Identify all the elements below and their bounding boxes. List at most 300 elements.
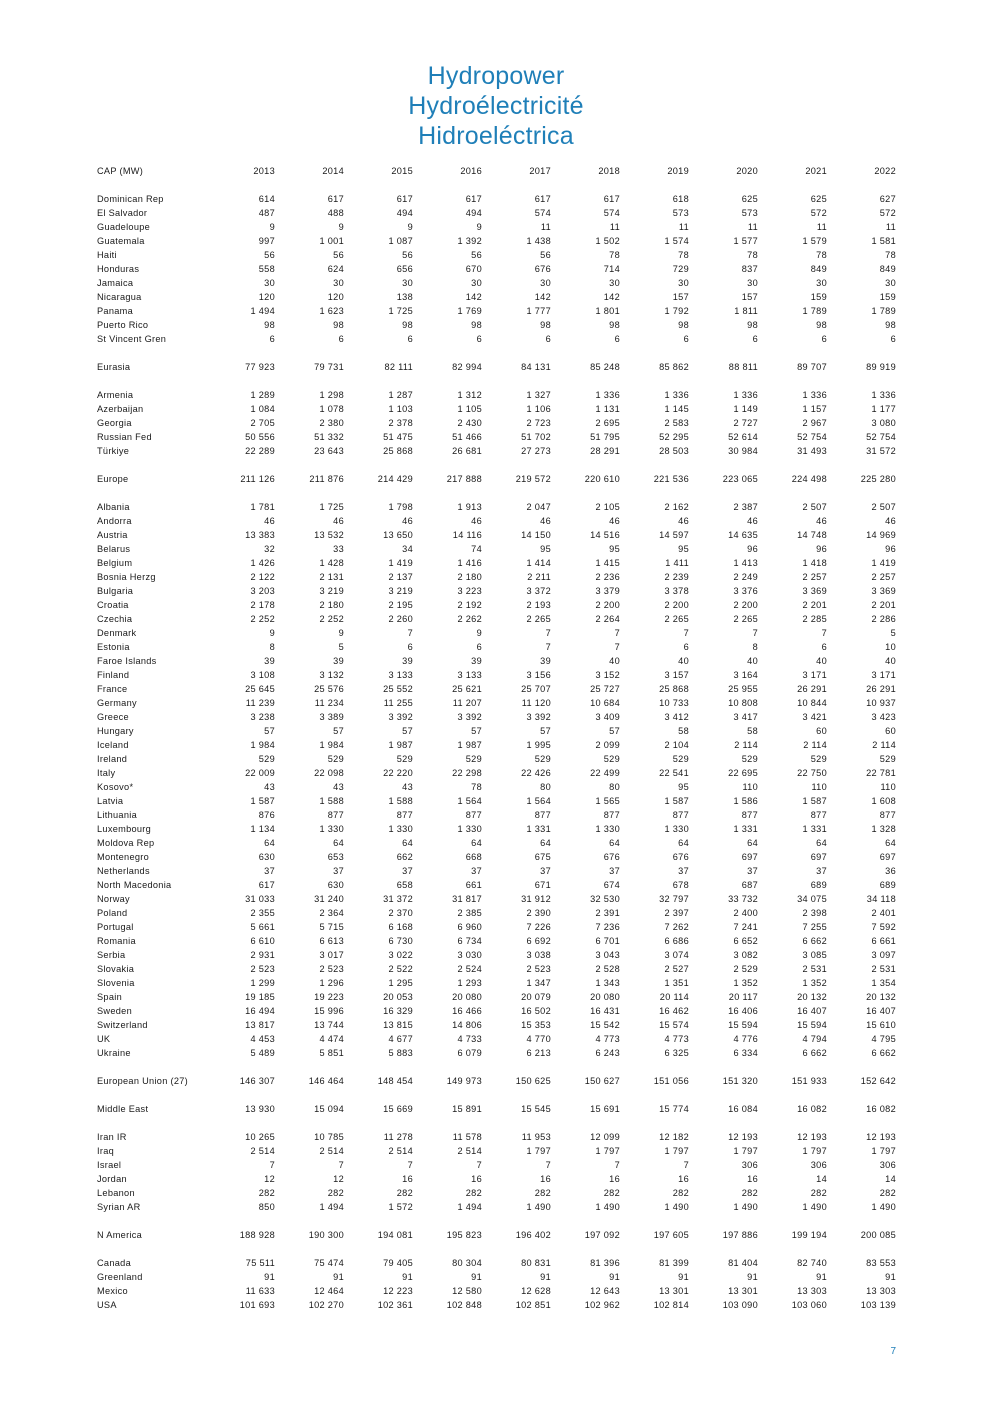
cell-value: 3 409 bbox=[595, 712, 620, 722]
cell-value: 77 923 bbox=[245, 362, 275, 372]
cell-value: 697 bbox=[741, 852, 758, 862]
cell-value: 51 475 bbox=[383, 432, 413, 442]
cell-value: 102 361 bbox=[377, 1300, 413, 1310]
cell-value: 16 082 bbox=[797, 1104, 827, 1114]
cell-value: 1 490 bbox=[871, 1202, 896, 1212]
spacer-row bbox=[97, 458, 896, 472]
cell-value: 14 597 bbox=[659, 530, 689, 540]
row-label: Andorra bbox=[97, 516, 132, 526]
cell-value: 60 bbox=[885, 726, 896, 736]
cell-value: 11 953 bbox=[521, 1132, 551, 1142]
cell-value: 1 295 bbox=[388, 978, 413, 988]
cell-value: 1 587 bbox=[250, 796, 275, 806]
row-label: Greenland bbox=[97, 1272, 143, 1282]
cell-value: 877 bbox=[534, 810, 551, 820]
cell-value: 670 bbox=[465, 264, 482, 274]
cell-value: 7 bbox=[614, 642, 620, 652]
table-row bbox=[97, 766, 896, 780]
cell-value: 39 bbox=[402, 656, 413, 666]
cell-value: 196 402 bbox=[515, 1230, 551, 1240]
cell-value: 51 466 bbox=[452, 432, 482, 442]
cell-value: 6 610 bbox=[250, 936, 275, 946]
table-row bbox=[97, 318, 896, 332]
cell-value: 96 bbox=[747, 544, 758, 554]
table-row bbox=[97, 234, 896, 248]
cell-value: 9 bbox=[476, 628, 482, 638]
capacity-table bbox=[97, 164, 896, 1312]
table-row bbox=[97, 1102, 896, 1116]
cell-value: 2 400 bbox=[733, 908, 758, 918]
cell-value: 1 352 bbox=[802, 978, 827, 988]
cell-value: 31 912 bbox=[521, 894, 551, 904]
cell-value: 1 298 bbox=[319, 390, 344, 400]
cell-value: 102 270 bbox=[308, 1300, 344, 1310]
cell-value: 7 bbox=[545, 642, 551, 652]
cell-value: 2 200 bbox=[664, 600, 689, 610]
row-label: Kosovo* bbox=[97, 782, 134, 792]
cell-value: 12 223 bbox=[383, 1286, 413, 1296]
row-label: Norway bbox=[97, 894, 130, 904]
table-row bbox=[97, 598, 896, 612]
cell-value: 2 114 bbox=[872, 740, 896, 750]
cell-value: 2 370 bbox=[388, 908, 413, 918]
cell-value: 194 081 bbox=[377, 1230, 413, 1240]
cell-value: 34 bbox=[402, 544, 413, 554]
cell-value: 14 bbox=[816, 1174, 827, 1184]
cell-value: 6 730 bbox=[388, 936, 413, 946]
cell-value: 37 bbox=[747, 866, 758, 876]
cell-value: 75 474 bbox=[314, 1258, 344, 1268]
cell-value: 56 bbox=[402, 250, 413, 260]
cell-value: 2 514 bbox=[250, 1146, 275, 1156]
cell-value: 75 511 bbox=[245, 1258, 275, 1268]
cell-value: 4 773 bbox=[664, 1034, 689, 1044]
cell-value: 11 bbox=[609, 222, 620, 232]
cell-value: 676 bbox=[603, 852, 620, 862]
cell-value: 617 bbox=[465, 194, 482, 204]
cell-value: 529 bbox=[879, 754, 896, 764]
cell-value: 120 bbox=[327, 292, 344, 302]
cell-value: 2 265 bbox=[664, 614, 689, 624]
header-year: 2020 bbox=[736, 166, 758, 176]
cell-value: 3 412 bbox=[664, 712, 689, 722]
header-year: 2021 bbox=[805, 166, 827, 176]
cell-value: 149 973 bbox=[446, 1076, 482, 1086]
cell-value: 34 118 bbox=[866, 894, 896, 904]
cell-value: 2 507 bbox=[802, 502, 827, 512]
row-label: El Salvador bbox=[97, 208, 148, 218]
cell-value: 1 001 bbox=[319, 236, 344, 246]
table-row bbox=[97, 1298, 896, 1312]
cell-value: 2 257 bbox=[802, 572, 827, 582]
cell-value: 11 bbox=[816, 222, 827, 232]
cell-value: 64 bbox=[678, 838, 689, 848]
cell-value: 3 372 bbox=[526, 586, 551, 596]
table-row bbox=[97, 388, 896, 402]
cell-value: 30 bbox=[609, 278, 620, 288]
cell-value: 6 bbox=[821, 334, 827, 344]
cell-value: 15 353 bbox=[521, 1020, 551, 1030]
cell-value: 3 132 bbox=[319, 670, 344, 680]
cell-value: 46 bbox=[264, 516, 275, 526]
cell-value: 2 514 bbox=[388, 1146, 413, 1156]
spacer-cell bbox=[97, 1088, 896, 1102]
cell-value: 20 114 bbox=[659, 992, 689, 1002]
table-row bbox=[97, 192, 896, 206]
cell-value: 2 727 bbox=[733, 418, 758, 428]
cell-value: 195 823 bbox=[446, 1230, 482, 1240]
cell-value: 1 287 bbox=[388, 390, 413, 400]
cell-value: 4 733 bbox=[457, 1034, 482, 1044]
table-row bbox=[97, 920, 896, 934]
cell-value: 46 bbox=[402, 516, 413, 526]
cell-value: 12 580 bbox=[452, 1286, 482, 1296]
cell-value: 2 355 bbox=[250, 908, 275, 918]
cell-value: 102 962 bbox=[584, 1300, 620, 1310]
cell-value: 2 385 bbox=[457, 908, 482, 918]
cell-value: 52 295 bbox=[659, 432, 689, 442]
cell-value: 151 056 bbox=[653, 1076, 689, 1086]
cell-value: 78 bbox=[816, 250, 827, 260]
cell-value: 22 298 bbox=[452, 768, 482, 778]
cell-value: 85 248 bbox=[590, 362, 620, 372]
cell-value: 6 bbox=[545, 334, 551, 344]
table-row bbox=[97, 1284, 896, 1298]
cell-value: 1 572 bbox=[388, 1202, 413, 1212]
cell-value: 1 157 bbox=[802, 404, 827, 414]
cell-value: 5 489 bbox=[250, 1048, 275, 1058]
cell-value: 39 bbox=[264, 656, 275, 666]
cell-value: 4 453 bbox=[250, 1034, 275, 1044]
row-label: Poland bbox=[97, 908, 128, 918]
cell-value: 30 bbox=[471, 278, 482, 288]
cell-value: 529 bbox=[534, 754, 551, 764]
cell-value: 1 177 bbox=[871, 404, 896, 414]
cell-value: 3 369 bbox=[802, 586, 827, 596]
cell-value: 103 060 bbox=[791, 1300, 827, 1310]
table-row bbox=[97, 1074, 896, 1088]
cell-value: 56 bbox=[264, 250, 275, 260]
cell-value: 1 438 bbox=[526, 236, 551, 246]
cell-value: 3 164 bbox=[733, 670, 758, 680]
table-row bbox=[97, 472, 896, 486]
cell-value: 78 bbox=[678, 250, 689, 260]
cell-value: 6 243 bbox=[595, 1048, 620, 1058]
cell-value: 16 bbox=[678, 1174, 689, 1184]
cell-value: 1 792 bbox=[664, 306, 689, 316]
cell-value: 3 421 bbox=[802, 712, 827, 722]
cell-value: 20 080 bbox=[590, 992, 620, 1002]
cell-value: 1 331 bbox=[802, 824, 827, 834]
cell-value: 3 082 bbox=[733, 950, 758, 960]
cell-value: 15 594 bbox=[797, 1020, 827, 1030]
cell-value: 1 330 bbox=[319, 824, 344, 834]
cell-value: 22 781 bbox=[866, 768, 896, 778]
cell-value: 1 987 bbox=[388, 740, 413, 750]
cell-value: 3 108 bbox=[250, 670, 275, 680]
cell-value: 3 043 bbox=[595, 950, 620, 960]
cell-value: 494 bbox=[396, 208, 413, 218]
table-row bbox=[97, 248, 896, 262]
cell-value: 2 180 bbox=[319, 600, 344, 610]
row-label: Bosnia Herzg bbox=[97, 572, 156, 582]
cell-value: 10 785 bbox=[314, 1132, 344, 1142]
cell-value: 617 bbox=[258, 880, 275, 890]
cell-value: 25 727 bbox=[590, 684, 620, 694]
cell-value: 91 bbox=[816, 1272, 827, 1282]
cell-value: 3 203 bbox=[250, 586, 275, 596]
cell-value: 25 645 bbox=[245, 684, 275, 694]
cell-value: 488 bbox=[327, 208, 344, 218]
cell-value: 64 bbox=[333, 838, 344, 848]
cell-value: 9 bbox=[338, 222, 344, 232]
cell-value: 1 494 bbox=[250, 306, 275, 316]
cell-value: 219 572 bbox=[515, 474, 551, 484]
cell-value: 1 565 bbox=[595, 796, 620, 806]
cell-value: 1 299 bbox=[250, 978, 275, 988]
cell-value: 78 bbox=[471, 782, 482, 792]
table-row bbox=[97, 696, 896, 710]
cell-value: 617 bbox=[396, 194, 413, 204]
cell-value: 16 407 bbox=[866, 1006, 896, 1016]
cell-value: 37 bbox=[816, 866, 827, 876]
cell-value: 2 527 bbox=[664, 964, 689, 974]
cell-value: 4 770 bbox=[526, 1034, 551, 1044]
cell-value: 10 808 bbox=[728, 698, 758, 708]
table-row bbox=[97, 1004, 896, 1018]
row-label: Albania bbox=[97, 502, 130, 512]
cell-value: 110 bbox=[880, 782, 896, 792]
cell-value: 876 bbox=[258, 810, 275, 820]
row-label: Eurasia bbox=[97, 362, 131, 372]
cell-value: 1 312 bbox=[457, 390, 482, 400]
spacer-cell bbox=[97, 346, 896, 360]
cell-value: 31 493 bbox=[797, 446, 827, 456]
table-row bbox=[97, 1172, 896, 1186]
cell-value: 31 572 bbox=[866, 446, 896, 456]
cell-value: 9 bbox=[407, 222, 413, 232]
cell-value: 56 bbox=[471, 250, 482, 260]
row-label: Luxembourg bbox=[97, 824, 152, 834]
cell-value: 25 621 bbox=[452, 684, 482, 694]
row-label: Netherlands bbox=[97, 866, 150, 876]
cell-value: 1 564 bbox=[457, 796, 482, 806]
cell-value: 2 249 bbox=[733, 572, 758, 582]
cell-value: 3 085 bbox=[802, 950, 827, 960]
cell-value: 20 053 bbox=[383, 992, 413, 1002]
cell-value: 1 327 bbox=[526, 390, 551, 400]
cell-value: 12 182 bbox=[659, 1132, 689, 1142]
row-label: Germany bbox=[97, 698, 137, 708]
spacer-cell bbox=[97, 178, 896, 192]
cell-value: 11 255 bbox=[383, 698, 413, 708]
spacer-row bbox=[97, 486, 896, 500]
table-header-row bbox=[97, 164, 896, 178]
table-row bbox=[97, 752, 896, 766]
row-label: Middle East bbox=[97, 1104, 149, 1114]
page-number: 7 bbox=[890, 1346, 896, 1357]
row-label: Hungary bbox=[97, 726, 134, 736]
cell-value: 2 162 bbox=[664, 502, 689, 512]
cell-value: 2 967 bbox=[802, 418, 827, 428]
cell-value: 1 811 bbox=[734, 306, 758, 316]
cell-value: 11 234 bbox=[314, 698, 344, 708]
cell-value: 529 bbox=[810, 754, 827, 764]
table-row bbox=[97, 640, 896, 654]
cell-value: 1 490 bbox=[733, 1202, 758, 1212]
cell-value: 46 bbox=[678, 516, 689, 526]
cell-value: 13 930 bbox=[245, 1104, 275, 1114]
cell-value: 282 bbox=[396, 1188, 413, 1198]
cell-value: 3 038 bbox=[526, 950, 551, 960]
cell-value: 22 220 bbox=[383, 768, 413, 778]
cell-value: 2 239 bbox=[664, 572, 689, 582]
cell-value: 13 301 bbox=[728, 1286, 758, 1296]
cell-value: 96 bbox=[885, 544, 896, 554]
cell-value: 2 180 bbox=[457, 572, 482, 582]
cell-value: 6 bbox=[338, 334, 344, 344]
cell-value: 529 bbox=[465, 754, 482, 764]
cell-value: 1 984 bbox=[319, 740, 344, 750]
cell-value: 14 969 bbox=[866, 530, 896, 540]
cell-value: 2 522 bbox=[388, 964, 413, 974]
cell-value: 630 bbox=[327, 880, 344, 890]
cell-value: 1 087 bbox=[388, 236, 413, 246]
cell-value: 3 097 bbox=[871, 950, 896, 960]
row-label: Montenegro bbox=[97, 852, 150, 862]
cell-value: 1 352 bbox=[733, 978, 758, 988]
cell-value: 687 bbox=[741, 880, 758, 890]
table-row bbox=[97, 430, 896, 444]
cell-value: 64 bbox=[264, 838, 275, 848]
cell-value: 2 286 bbox=[871, 614, 896, 624]
cell-value: 7 262 bbox=[664, 922, 689, 932]
capacity-table-body bbox=[97, 164, 896, 1312]
cell-value: 1 623 bbox=[319, 306, 344, 316]
cell-value: 20 079 bbox=[521, 992, 551, 1002]
cell-value: 98 bbox=[609, 320, 620, 330]
cell-value: 37 bbox=[471, 866, 482, 876]
cell-value: 30 bbox=[264, 278, 275, 288]
cell-value: 12 bbox=[264, 1174, 275, 1184]
cell-value: 2 723 bbox=[526, 418, 551, 428]
cell-value: 58 bbox=[747, 726, 758, 736]
cell-value: 2 211 bbox=[527, 572, 551, 582]
table-row bbox=[97, 1144, 896, 1158]
cell-value: 16 bbox=[402, 1174, 413, 1184]
cell-value: 661 bbox=[465, 880, 482, 890]
cell-value: 15 610 bbox=[866, 1020, 896, 1030]
cell-value: 64 bbox=[816, 838, 827, 848]
table-row bbox=[97, 1228, 896, 1242]
cell-value: 91 bbox=[402, 1272, 413, 1282]
cell-value: 3 171 bbox=[871, 670, 896, 680]
cell-value: 22 750 bbox=[797, 768, 827, 778]
cell-value: 5 661 bbox=[250, 922, 275, 932]
cell-value: 40 bbox=[816, 656, 827, 666]
cell-value: 28 291 bbox=[590, 446, 620, 456]
cell-value: 282 bbox=[672, 1188, 689, 1198]
cell-value: 4 776 bbox=[733, 1034, 758, 1044]
table-row bbox=[97, 220, 896, 234]
cell-value: 12 628 bbox=[521, 1286, 551, 1296]
spacer-row bbox=[97, 1242, 896, 1256]
cell-value: 64 bbox=[540, 838, 551, 848]
cell-value: 64 bbox=[747, 838, 758, 848]
cell-value: 877 bbox=[327, 810, 344, 820]
cell-value: 225 280 bbox=[860, 474, 896, 484]
cell-value: 1 351 bbox=[664, 978, 689, 988]
row-label: Estonia bbox=[97, 642, 130, 652]
cell-value: 200 085 bbox=[860, 1230, 896, 1240]
table-row bbox=[97, 850, 896, 864]
cell-value: 110 bbox=[742, 782, 758, 792]
cell-value: 697 bbox=[879, 852, 896, 862]
cell-value: 1 502 bbox=[595, 236, 620, 246]
cell-value: 2 364 bbox=[319, 908, 344, 918]
cell-value: 1 913 bbox=[457, 502, 482, 512]
cell-value: 2 201 bbox=[802, 600, 827, 610]
cell-value: 2 390 bbox=[526, 908, 551, 918]
spacer-cell bbox=[97, 458, 896, 472]
table-row bbox=[97, 1256, 896, 1270]
table-row bbox=[97, 864, 896, 878]
cell-value: 20 117 bbox=[728, 992, 758, 1002]
table-row bbox=[97, 1186, 896, 1200]
cell-value: 6 bbox=[683, 642, 689, 652]
cell-value: 850 bbox=[258, 1202, 275, 1212]
cell-value: 306 bbox=[810, 1160, 827, 1170]
row-label: Belarus bbox=[97, 544, 131, 554]
cell-value: 624 bbox=[327, 264, 344, 274]
cell-value: 630 bbox=[258, 852, 275, 862]
cell-value: 110 bbox=[811, 782, 827, 792]
cell-value: 197 605 bbox=[653, 1230, 689, 1240]
cell-value: 16 084 bbox=[728, 1104, 758, 1114]
table-row bbox=[97, 1046, 896, 1060]
cell-value: 22 098 bbox=[314, 768, 344, 778]
cell-value: 43 bbox=[333, 782, 344, 792]
cell-value: 2 047 bbox=[526, 502, 551, 512]
cell-value: 3 392 bbox=[526, 712, 551, 722]
cell-value: 1 995 bbox=[526, 740, 551, 750]
spacer-row bbox=[97, 1088, 896, 1102]
cell-value: 2 105 bbox=[595, 502, 620, 512]
cell-value: 98 bbox=[747, 320, 758, 330]
cell-value: 7 bbox=[683, 1160, 689, 1170]
cell-value: 146 464 bbox=[308, 1076, 344, 1086]
cell-value: 157 bbox=[672, 292, 689, 302]
cell-value: 13 303 bbox=[797, 1286, 827, 1296]
table-row bbox=[97, 1270, 896, 1284]
cell-value: 20 080 bbox=[452, 992, 482, 1002]
table-row bbox=[97, 962, 896, 976]
table-row bbox=[97, 402, 896, 416]
cell-value: 13 744 bbox=[314, 1020, 344, 1030]
cell-value: 2 695 bbox=[595, 418, 620, 428]
cell-value: 20 132 bbox=[866, 992, 896, 1002]
cell-value: 31 033 bbox=[245, 894, 275, 904]
table-row bbox=[97, 1158, 896, 1172]
row-label: Italy bbox=[97, 768, 116, 778]
cell-value: 146 307 bbox=[239, 1076, 275, 1086]
cell-value: 10 265 bbox=[245, 1132, 275, 1142]
cell-value: 43 bbox=[264, 782, 275, 792]
cell-value: 223 065 bbox=[722, 474, 758, 484]
cell-value: 13 532 bbox=[314, 530, 344, 540]
cell-value: 1 564 bbox=[526, 796, 551, 806]
table-row bbox=[97, 290, 896, 304]
